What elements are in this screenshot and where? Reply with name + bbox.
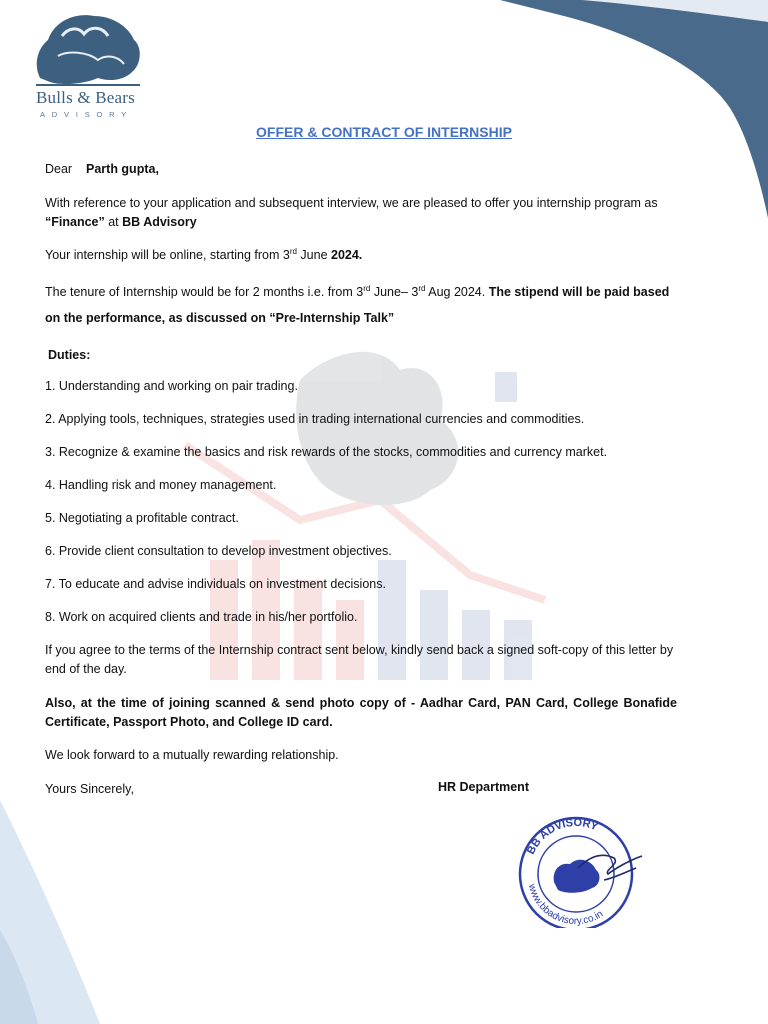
duties-heading: Duties: bbox=[48, 348, 91, 362]
intro-text: With reference to your application and subsequent interview, we are pleased to offer you internship program as bbox=[45, 196, 658, 210]
letter-title: OFFER & CONTRACT OF INTERNSHIP bbox=[256, 124, 512, 140]
logo-name: Bulls & Bears bbox=[36, 88, 135, 107]
tenure-a: The tenure of Internship would be for 2 months i.e. from 3 bbox=[45, 285, 364, 299]
closing-line: We look forward to a mutually rewarding relationship. bbox=[45, 748, 339, 762]
tenure-sup1: rd bbox=[363, 283, 371, 293]
tenure-c: Aug 2024. bbox=[425, 285, 489, 299]
salutation-dear: Dear bbox=[45, 162, 73, 176]
stipend-text-2: on the performance, as discussed on “Pre-Internship Talk” bbox=[45, 311, 395, 325]
duty-item: 6. Provide client consultation to develop investment objectives. bbox=[45, 544, 392, 558]
sign-off: Yours Sincerely, bbox=[45, 782, 134, 796]
corner-wave-dark bbox=[500, 0, 768, 218]
logo-emblem bbox=[37, 15, 140, 84]
duty-item: 7. To educate and advise individuals on investment decisions. bbox=[45, 577, 386, 591]
logo-subtitle: ADVISORY bbox=[40, 110, 134, 119]
duty-item: 2. Applying tools, techniques, strategies used in trading international currencies and commodities. bbox=[45, 412, 585, 426]
bulls-bears-logo bbox=[28, 6, 148, 88]
stipend-text-1: The stipend will be paid based bbox=[488, 285, 670, 299]
intro-paragraph bbox=[45, 194, 685, 232]
start-month: June bbox=[296, 248, 331, 262]
duty-item: 3. Recognize & examine the basics and risk rewards of the stocks, commodities and currency market. bbox=[45, 445, 608, 459]
logo-rule bbox=[36, 84, 140, 86]
stamp-emblem bbox=[554, 860, 600, 893]
tenure-b: June– 3 bbox=[370, 285, 419, 299]
start-year: 2024. bbox=[331, 248, 363, 262]
duty-item: 4. Handling risk and money management. bbox=[45, 478, 277, 492]
hr-department: HR Department bbox=[438, 780, 529, 794]
tenure-paragraph bbox=[45, 279, 685, 331]
stamp-top-text: BB ADVISORY bbox=[525, 816, 600, 857]
start-sup: rd bbox=[289, 246, 297, 256]
start-text: Your internship will be online, starting from 3 bbox=[45, 248, 290, 262]
company-stamp bbox=[508, 808, 664, 928]
salutation bbox=[45, 160, 685, 179]
duty-item: 5. Negotiating a profitable contract. bbox=[45, 511, 239, 525]
tenure-sup2: rd bbox=[418, 283, 426, 293]
intro-at: at bbox=[104, 215, 123, 229]
stamp-bottom-text: www.bbadvisory.co.in bbox=[525, 882, 606, 928]
duty-item: 8. Work on acquired clients and trade in his/her portfolio. bbox=[45, 610, 358, 624]
recipient-name: Parth gupta, bbox=[86, 162, 159, 176]
duty-item: 1. Understanding and working on pair trading. bbox=[45, 379, 298, 393]
start-date-line bbox=[45, 246, 685, 265]
internship-role: “Finance” bbox=[45, 215, 105, 229]
documents-paragraph: Also, at the time of joining scanned & send photo copy of - Aadhar Card, PAN Card, College Bonafide Certificate, Passport Photo, and College ID card. bbox=[45, 696, 677, 729]
company-name: BB Advisory bbox=[122, 215, 197, 229]
agreement-paragraph: If you agree to the terms of the Internship contract sent below, kindly send back a signed soft-copy of this letter by end of the day. bbox=[45, 643, 674, 676]
